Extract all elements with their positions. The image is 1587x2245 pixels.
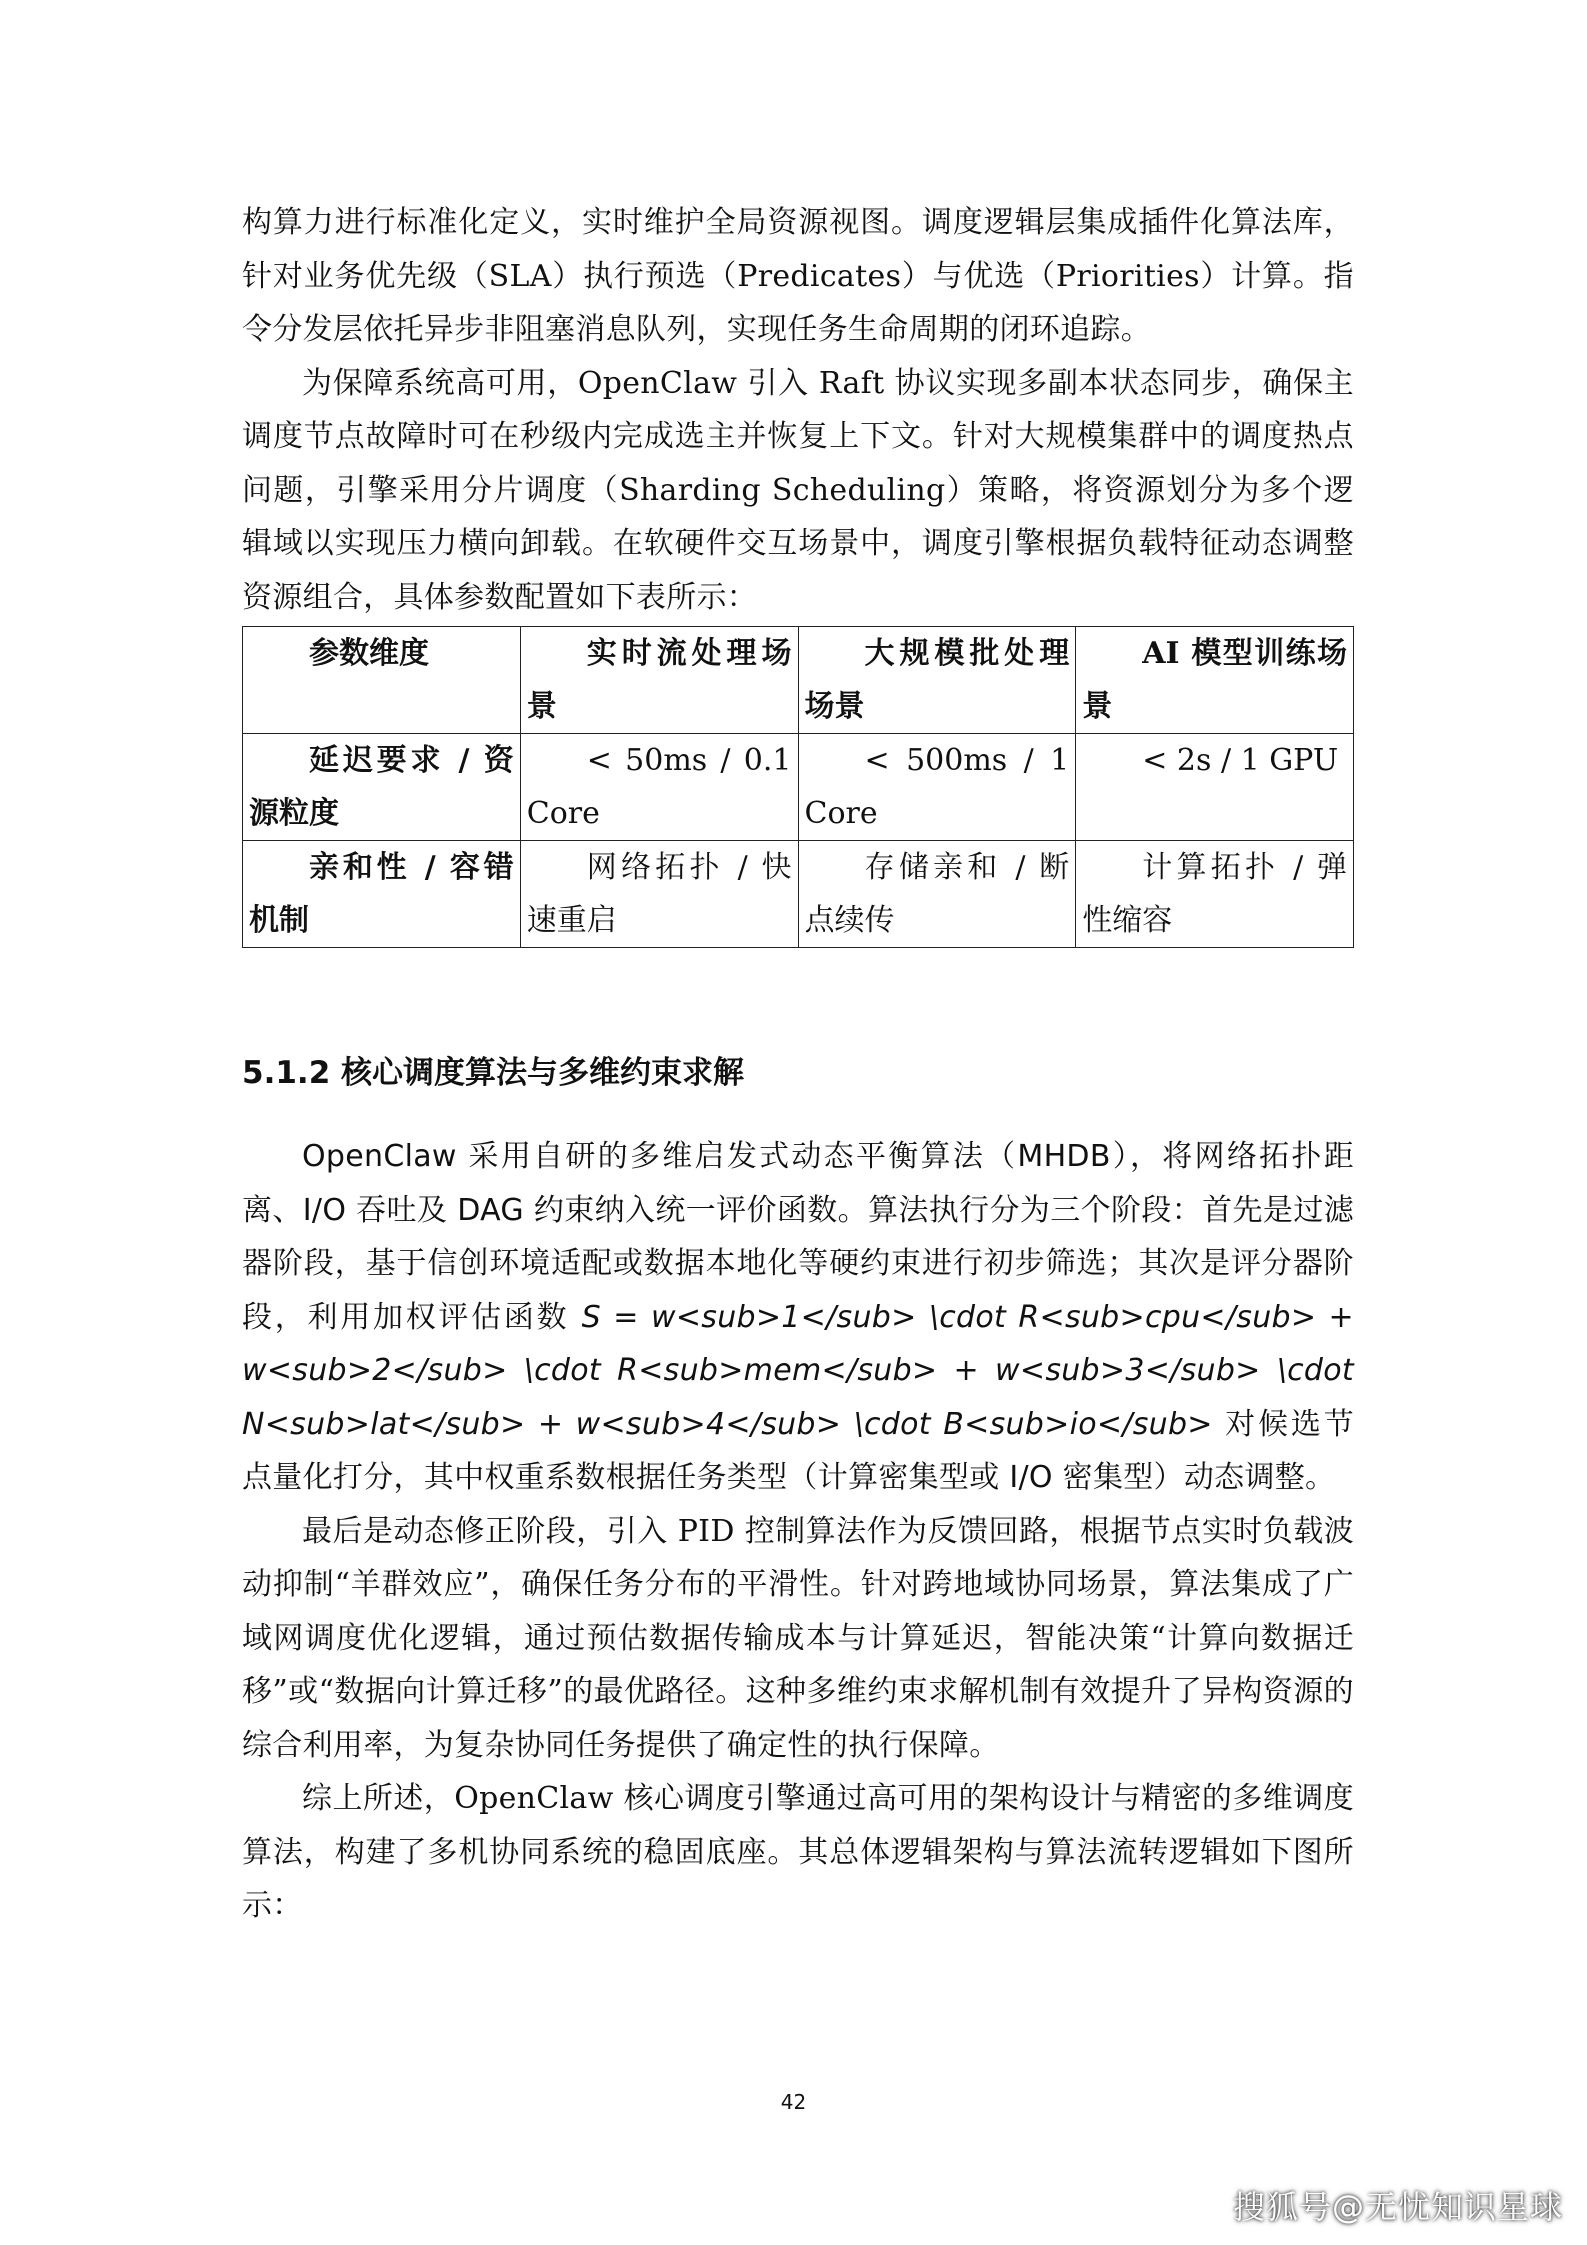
table-cell: 计算拓扑 / 弹性缩容 (1076, 841, 1354, 948)
paragraph-mhdb-tail: 对候选节点量化打分，其中权重系数根据任务类型（计算密集型或 I/O 密集型）动态调整。 (242, 1406, 1354, 1495)
paragraph-summary: 综上所述，OpenClaw 核心调度引擎通过高可用的架构设计与精密的多维调度算法，构建了多机协同系统的稳固底座。其总体逻辑架构与算法流转逻辑如下图所示： (242, 1781, 1354, 1923)
table-header-row (243, 627, 1354, 734)
table-header-cell: 实时流处理场景 (520, 627, 798, 734)
document-body (242, 196, 1354, 1933)
parameter-config-table (242, 626, 1354, 948)
table-row-label: 延迟要求 / 资源粒度 (243, 734, 521, 841)
table-row-label: 亲和性 / 容错机制 (243, 841, 521, 948)
table-header-cell: 参数维度 (243, 627, 521, 734)
table-row (243, 734, 1354, 841)
watermark: 搜狐号@无忧知识星球 (1232, 2188, 1563, 2226)
paragraph-dynamic-correction: 最后是动态修正阶段，引入 PID 控制算法作为反馈回路，根据节点实时负载波动抑制“羊群效应”，确保任务分布的平滑性。针对跨地域协同场景，算法集成了广域网调度优化逻辑，通过预估数据传输成本与计算延迟，智能决策“计算向数据迁移”或“数据向计算迁移”的最优路径。这种多维约束求解机制有效提升了异构资源的综合利用率，为复杂协同任务提供了确定性的执行保障。 (242, 1513, 1354, 1763)
table-cell: < 50ms / 0.1 Core (520, 734, 798, 841)
table-header-cell: AI 模型训练场景 (1076, 627, 1354, 734)
scoring-formula: S = w<sub>1</sub> \cdot R<sub>cpu</sub> + w<sub>2</sub> \cdot R<sub>mem</sub> + w<sub>3</sub> \cdot N<sub>lat</sub> + w<sub>4</sub> \cdot B<sub>io</sub> (242, 1299, 1354, 1442)
table-header-cell: 大规模批处理场景 (798, 627, 1076, 734)
table-cell: < 500ms / 1 Core (798, 734, 1076, 841)
table-cell: < 2s / 1 GPU (1076, 734, 1354, 841)
page-number: 42 (780, 2090, 807, 2114)
paragraph-architecture-layers: 构算力进行标准化定义，实时维护全局资源视图。调度逻辑层集成插件化算法库，针对业务优先级（SLA）执行预选（Predicates）与优选（Priorities）计算。指令分发层依托异步非阻塞消息队列，实现任务生命周期的闭环追踪。 (242, 205, 1354, 347)
paragraph-mhdb-lead: OpenClaw 采用自研的多维启发式动态平衡算法（MHDB），将网络拓扑距离、I/O 吞吐及 DAG 约束纳入统一评价函数。算法执行分为三个阶段：首先是过滤器阶段，基于信创环境适配或数据本地化等硬约束进行初步筛选；其次是评分器阶段，利用加权评估函数 (242, 1139, 1354, 1335)
section-heading: 5.1.2 核心调度算法与多维约束求解 (242, 1055, 745, 1091)
table-row (243, 841, 1354, 948)
table-cell: 网络拓扑 / 快速重启 (520, 841, 798, 948)
paragraph-high-availability: 为保障系统高可用，OpenClaw 引入 Raft 协议实现多副本状态同步，确保主调度节点故障时可在秒级内完成选主并恢复上下文。针对大规模集群中的调度热点问题，引擎采用分片调度（Sharding Scheduling）策略，将资源划分为多个逻辑域以实现压力横向卸载。在软硬件交互场景中，调度引擎根据负载特征动态调整资源组合，具体参数配置如下表所示： (242, 365, 1354, 615)
table-cell: 存储亲和 / 断点续传 (798, 841, 1076, 948)
paragraph-mhdb-algorithm (242, 1130, 1354, 1505)
